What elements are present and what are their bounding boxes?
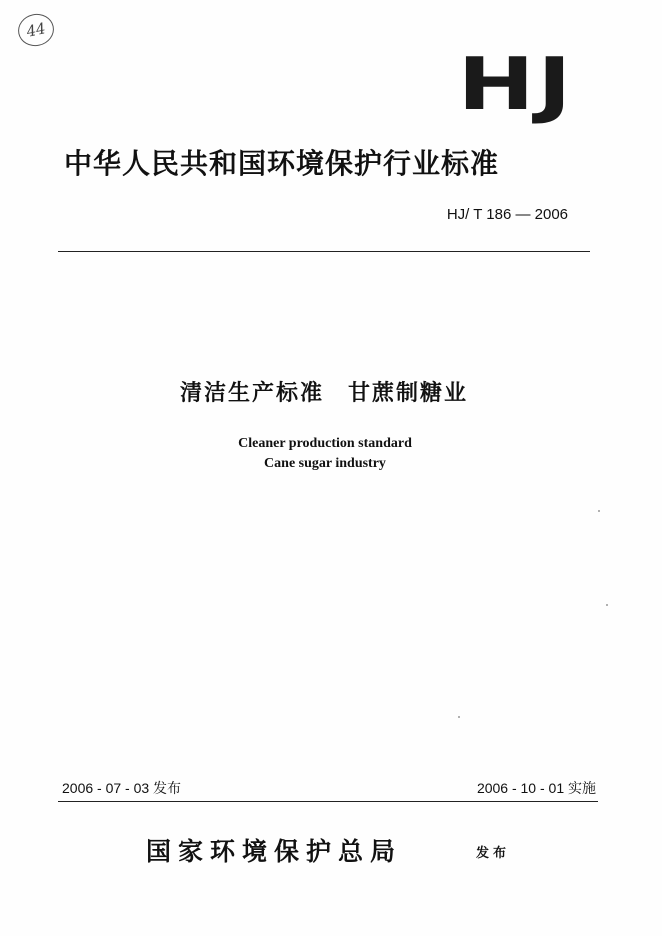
scan-speck [606,604,608,606]
top-divider [58,251,590,252]
issuing-authority: 国家环境保护总局 [146,837,403,866]
scan-speck [598,510,600,512]
effective-date: 2006 - 10 - 01 实施 [476,780,596,796]
issuing-authority-suffix: 发布 [476,846,511,861]
hj-logo: HJ [457,42,574,126]
bottom-divider [58,801,598,802]
document-title-english-line1: Cleaner production standard [238,436,412,451]
issue-date: 2006 - 07 - 03 发布 [62,780,182,796]
document-title-english-line2: Cane sugar industry [264,456,386,471]
standard-number: HJ/ T 186 — 2006 [446,206,568,223]
document-title-chinese: 清洁生产标准 甘蔗制糖业 [179,381,468,406]
scan-speck [458,716,460,718]
handwritten-page-mark: 44 [15,11,57,50]
standard-category-title: 中华人民共和国环境保护行业标准 [64,147,500,180]
